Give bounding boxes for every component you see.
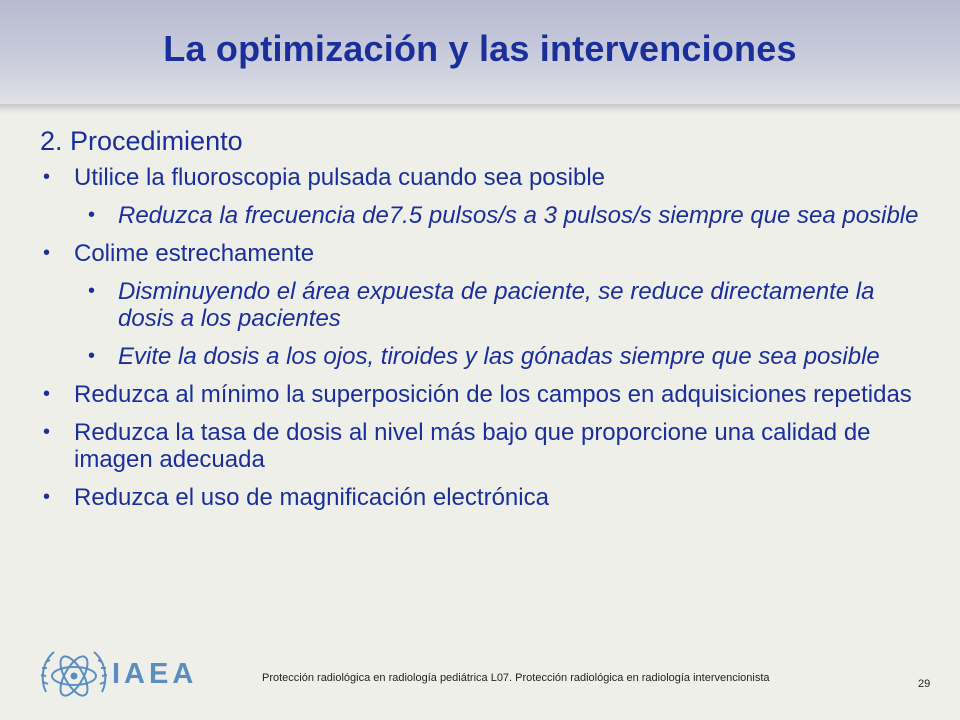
bullet-item (40, 164, 920, 191)
sub-bullet-item (40, 343, 920, 370)
slide-footer (0, 640, 960, 720)
sub-bullet-text: Disminuyendo el área expuesta de paciente, se reduce directamente la dosis a los pacientes (118, 278, 875, 332)
sub-bullet-item (40, 278, 920, 332)
page-number: 29 (918, 678, 931, 690)
footer-course-text: Protección radiológica en radiología pediátrica L07. Protección radiológica en radiología intervencionista (262, 672, 770, 684)
slide-content (40, 124, 920, 522)
bullet-text: Reduzca el uso de magnificación electrónica (74, 484, 549, 511)
bullet-dot-icon: • (43, 166, 51, 188)
bullet-dot-icon: • (43, 242, 51, 264)
title-banner-shadow (0, 104, 960, 114)
bullet-text: Utilice la fluoroscopia pulsada cuando sea posible (74, 164, 605, 191)
bullet-item (40, 484, 920, 511)
bullet-dot-icon: • (43, 421, 51, 443)
bullet-dot-icon: • (88, 280, 96, 302)
sub-bullet-text: Reduzca la frecuencia de7.5 pulsos/s a 3 pulsos/s siempre que sea posible (118, 202, 919, 229)
sub-bullet-text: Evite la dosis a los ojos, tiroides y las gónadas siempre que sea posible (118, 343, 880, 370)
bullet-dot-icon: • (43, 486, 51, 508)
section-heading: 2. Procedimiento (40, 126, 243, 156)
sub-bullet-item (40, 202, 920, 229)
bullet-item (40, 381, 920, 408)
bullet-dot-icon: • (43, 383, 51, 405)
iaea-emblem-icon (36, 644, 112, 708)
bullet-dot-icon: • (88, 345, 96, 367)
iaea-logo-text: IAEA (112, 658, 198, 690)
bullet-text: Reduzca al mínimo la superposición de los campos en adquisiciones repetidas (74, 381, 912, 408)
slide-title: La optimización y las intervenciones (163, 28, 797, 69)
bullet-text: Reduzca la tasa de dosis al nivel más bajo que proporcione una calidad de imagen adecuada (74, 419, 871, 473)
bullet-item (40, 240, 920, 267)
bullet-item (40, 419, 920, 473)
bullet-text: Colime estrechamente (74, 240, 315, 267)
bullet-dot-icon: • (88, 204, 96, 226)
